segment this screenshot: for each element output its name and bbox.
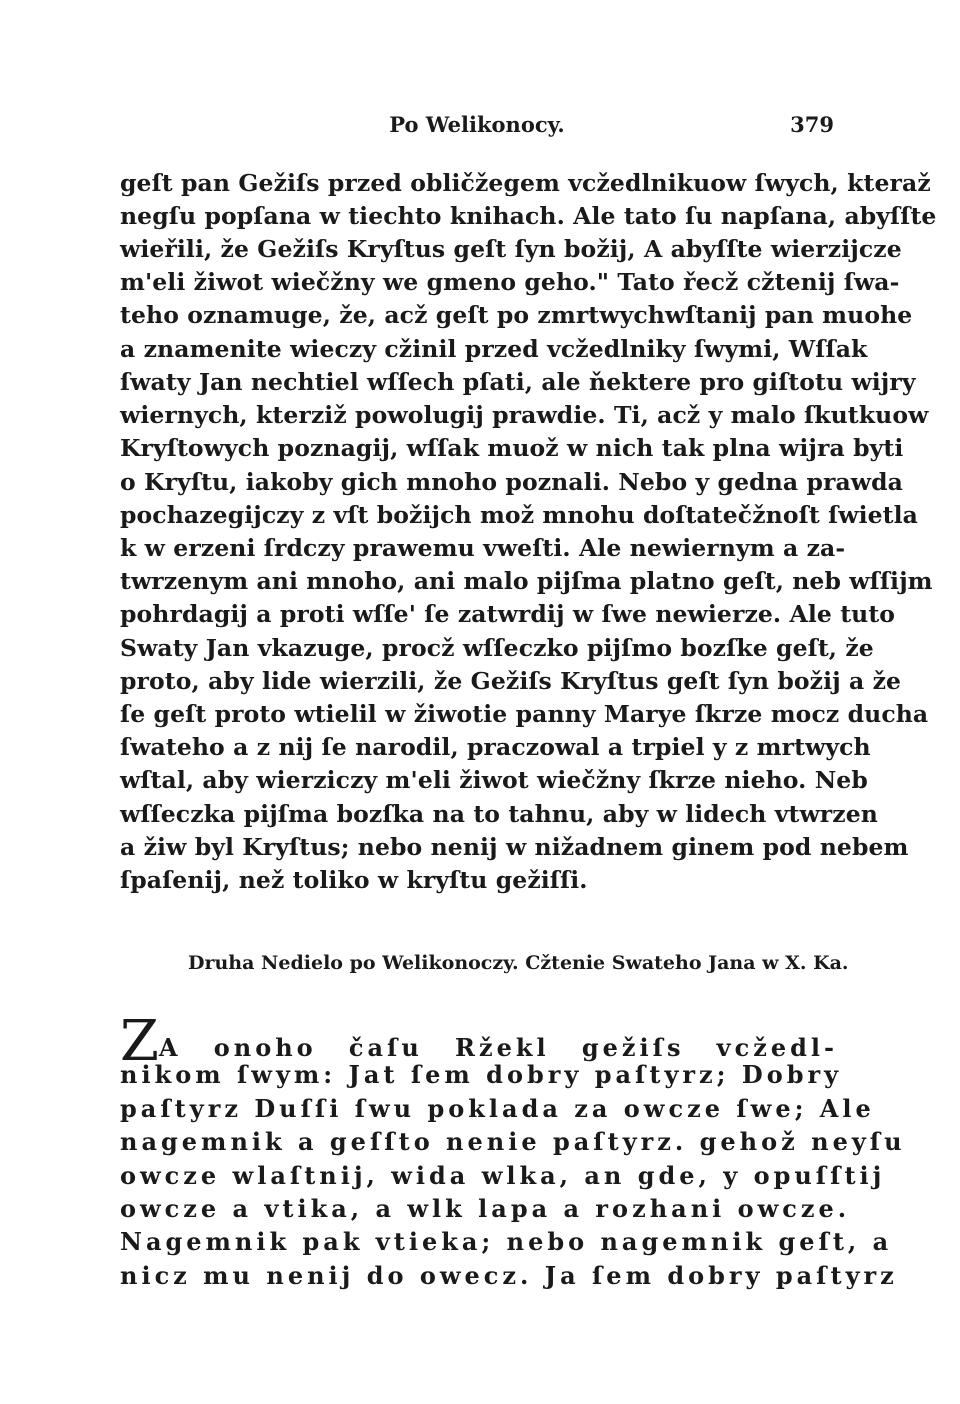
- text-line: o Kryſtu, iakoby gich mnoho poznali. Nebo y gedna prawda: [120, 468, 903, 496]
- text-line: proto, aby lide wierzili, že Gežiſs Kryſtus geſt ſyn božij a že: [120, 667, 902, 695]
- text-line: wiernych, kterziž powolugij prawdie. Ti, acž y malo ſkutkuow: [120, 401, 929, 429]
- text-line: Swaty Jan vkazuge, procž wſſeczko pijſmo bozſke geſt, že: [120, 634, 874, 662]
- running-header: [120, 112, 834, 146]
- gospel-line: owcze a vtika, a wlk lapa a rozhani owcze.: [120, 1194, 851, 1223]
- gospel-line: nikom ſwym: Jat ſem dobry paſtyrz; Dobry: [120, 1060, 843, 1089]
- drop-cap: Z: [120, 1009, 159, 1074]
- text-line: Kryſtowych poznagij, wſſak muož w nich tak plna wijra byti: [120, 434, 904, 462]
- gospel-line: paſtyrz Duſſi ſwu poklada za owcze ſwe; Ale: [120, 1094, 875, 1123]
- text-line: ſwaty Jan nechtiel wſſech pſati, ale ňektere pro giſtotu wijry: [120, 368, 916, 396]
- page-number: 379: [790, 112, 834, 137]
- text-line: ſpaſenij, než toliko w kryſtu gežiſſi.: [120, 866, 588, 894]
- text-line: negſu popſana w tiechto knihach. Ale tato ſu napſana, abyſſte: [120, 202, 937, 230]
- text-line: pohrdagij a proti wſſe' ſe zatwrdij w ſwe newierze. Ale tuto: [120, 600, 896, 628]
- text-line: wſtal, aby wierziczy m'eli žiwot wiečžny ſkrze nieho. Neb: [120, 766, 868, 794]
- text-line: pochazegijczy z vſt božijch mož mnohu doſtatečžnoſt ſwietla: [120, 501, 918, 529]
- running-title: Po Welikonocy.: [389, 112, 565, 137]
- gospel-line: nagemnik a geſſto nenie paſtyrz. gehož neyſu: [120, 1127, 906, 1156]
- gospel-first-line-text: A onoho čaſu Ržekl gežiſs vcžedl-: [158, 1033, 838, 1062]
- gospel-line: owcze wlaſtnij, wida wlka, an gde, y opuſſtij: [120, 1161, 886, 1190]
- text-line: ſwateho a z nij ſe narodil, praczowal a trpiel y z mrtwych: [120, 733, 871, 761]
- gospel-line: nicz mu nenij do owecz. Ja ſem dobry paſtyrz: [120, 1261, 898, 1290]
- text-line: twrzenym ani mnoho, ani malo pijſma platno geſt, neb wſſijm: [120, 567, 933, 595]
- text-line: a žiw byl Kryſtus; nebo nenij w nižadnem ginem pod nebem: [120, 833, 909, 861]
- section-heading: Druha Nedielo po Welikonoczy. Cžtenie Swateho Jana w X. Ka.: [188, 952, 849, 974]
- text-line: teho oznamuge, že, acž geſt po zmrtwychwſtanij pan muohe: [120, 301, 913, 329]
- text-line: wieřili, že Gežiſs Kryſtus geſt ſyn božij, A abyſſte wierzijcze: [120, 235, 902, 263]
- text-line: geſt pan Gežiſs przed obličžegem vcžedlnikuow ſwych, kteraž: [120, 169, 931, 197]
- text-line: a znamenite wieczy cžinil przed vcžedlniky ſwymi, Wſſak: [120, 335, 868, 363]
- text-line: wſſeczka pijſma bozſka na to tahnu, aby w lidech vtwrzen: [120, 800, 878, 828]
- text-line: m'eli žiwot wiečžny we gmeno geho." Tato řecž cžtenij ſwa-: [120, 268, 900, 296]
- gospel-first-line: [120, 1009, 838, 1074]
- text-line: ſe geſt proto wtielil w žiwotie panny Marye ſkrze mocz ducha: [120, 700, 929, 728]
- gospel-line: Nagemnik pak vtieka; nebo nagemnik geſt, a: [120, 1227, 893, 1256]
- text-line: k w erzeni ſrdczy prawemu vweſti. Ale newiernym a za-: [120, 534, 846, 562]
